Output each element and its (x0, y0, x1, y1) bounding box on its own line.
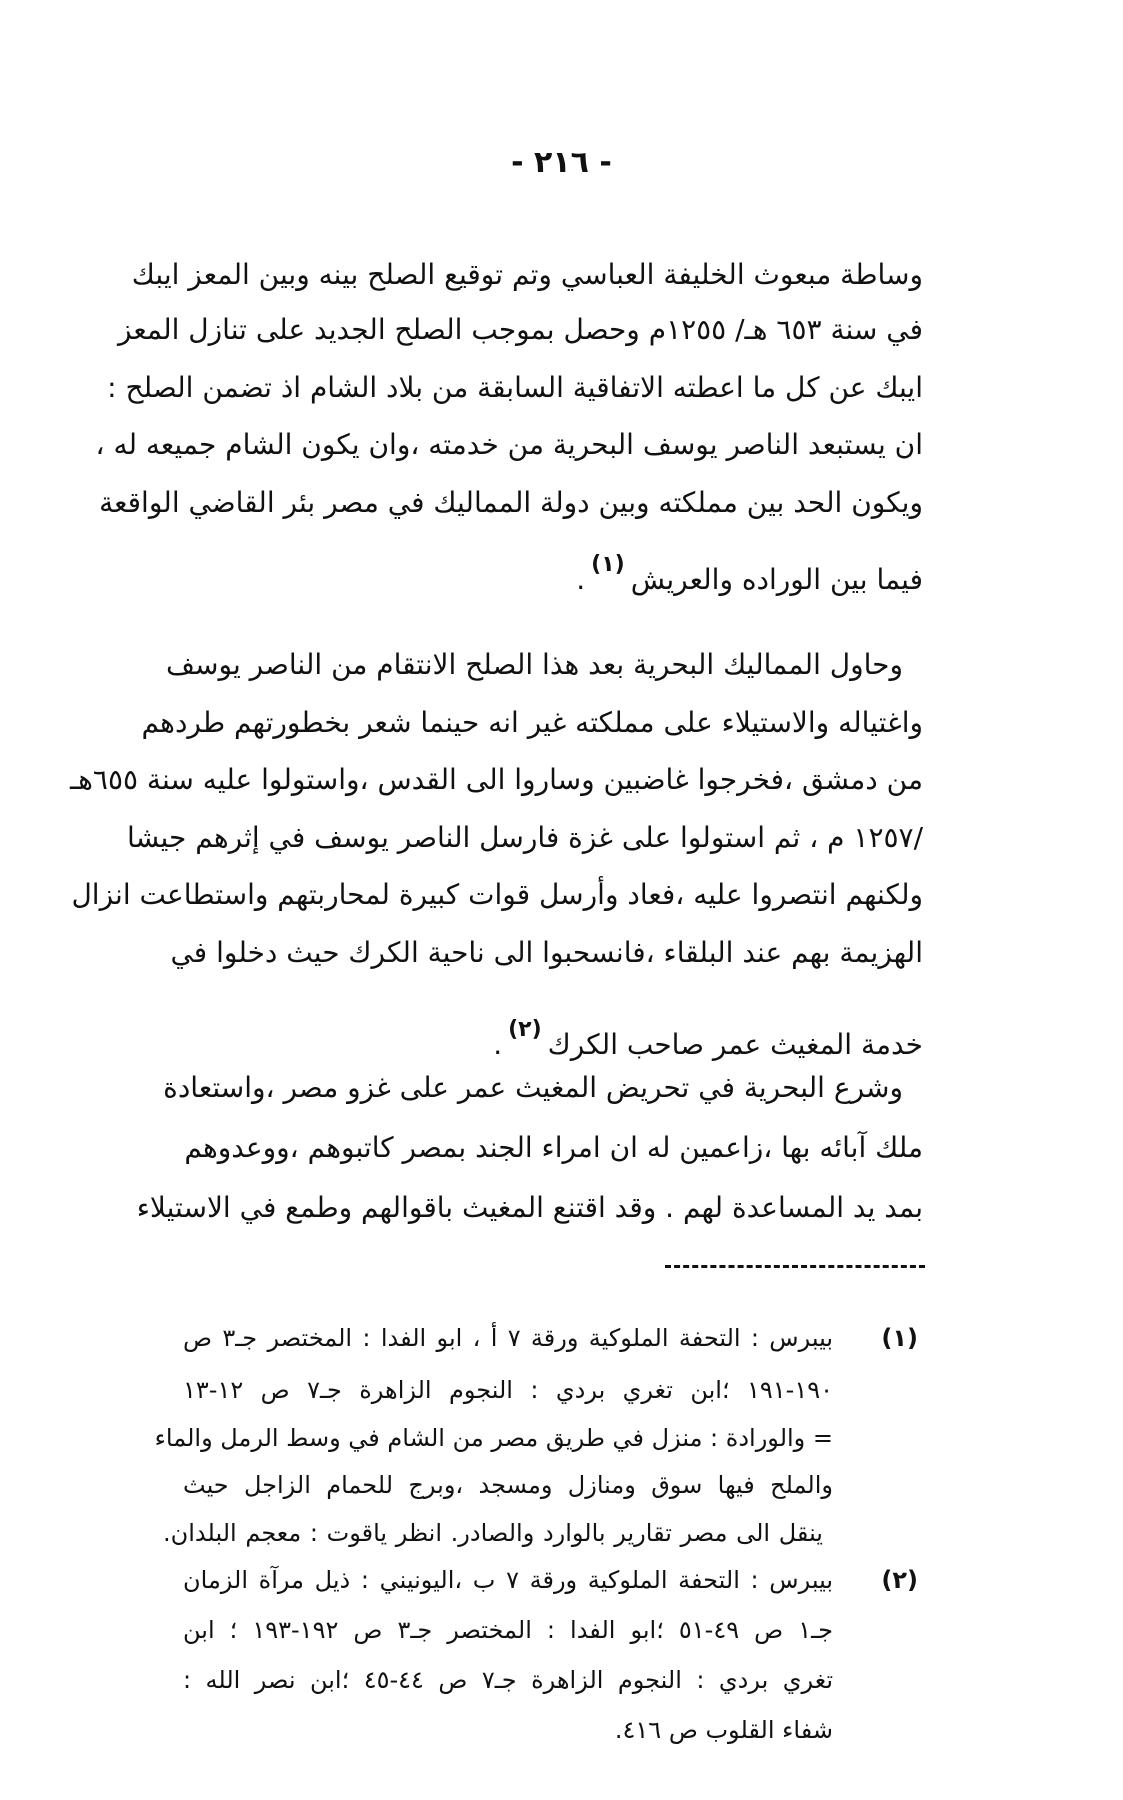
footnote-line: ١٩٠-١٩١ ؛ابن تغري بردي : النجوم الزاهرة جـ٧ ص ١٢-١٣ (183, 1376, 833, 1404)
footnote-mark: (٢) (881, 1566, 918, 1594)
footnote-line: = والورادة : منزل في طريق مصر من الشام في وسط الرمل والماء (154, 1424, 833, 1452)
footnote-line: شفاء القلوب ص ٤١٦. (614, 1716, 833, 1744)
body-line: ولكنهم انتصروا عليه ،فعاد وأرسل قوات كبيرة لمحاربتهم واستطاعت انزال (71, 878, 923, 911)
body-line: الهزيمة بهم عند البلقاء ،فانسحبوا الى ناحية الكرك حيث دخلوا في (170, 936, 923, 969)
body-line: ويكون الحد بين مملكته وبين دولة المماليك في مصر بئر القاضي الواقعة (99, 486, 923, 519)
footnote-reference: (٢) (508, 1017, 542, 1042)
body-line: ان يستبعد الناصر يوسف البحرية من خدمته ،وان يكون الشام جميعه له ، (95, 428, 923, 461)
body-line: من دمشق ،فخرجوا غاضبين وساروا الى القدس ،واستولوا عليه سنة ٦٥٥هـ (69, 763, 923, 796)
body-line-last (493, 1010, 923, 1065)
body-line: /١٢٥٧ م ، ثم استولوا على غزة فارسل الناصر يوسف في إثرهم جيشا (127, 821, 923, 854)
footnote-line: بيبرس : التحفة الملوكية ورقة ٧ أ ، ابو الفدا : المختصر جـ٣ ص (183, 1324, 834, 1352)
footnote-line: جـ١ ص ٤٩-٥١ ؛ابو الفدا : المختصر جـ٣ ص ١٩٢-١٩٣ ؛ ابن (183, 1616, 833, 1644)
body-line: وحاول المماليك البحرية بعد هذا الصلح الانتقام من الناصر يوسف (166, 648, 903, 681)
body-line: بمد يد المساعدة لهم . وقد اقتنع المغيث باقوالهم وطمع في الاستيلاء (136, 1191, 923, 1224)
body-line: ايبك عن كل ما اعطته الاتفاقية السابقة من بلاد الشام اذ تضمن الصلح : (107, 371, 923, 404)
body-line: ملك آبائه بها ،زاعمين له ان امراء الجند بمصر كاتبوهم ،ووعدوهم (184, 1131, 923, 1164)
body-line: واغتياله والاستيلاء على مملكته غير انه حينما شعر بخطورتهم طردهم (141, 706, 923, 739)
footnote-divider (665, 1265, 925, 1268)
footnote-mark: (١) (881, 1324, 918, 1352)
footnote-line: تغري بردي : النجوم الزاهرة جـ٧ ص ٤٤-٤٥ ؛ابن نصر الله : (183, 1666, 833, 1694)
page-number: - ٢١٦ - (511, 145, 612, 180)
footnote-line: ينقل الى مصر تقارير بالوارد والصادر. انظر ياقوت : معجم البلدان. (163, 1519, 823, 1547)
body-line: في سنة ٦٥٣ هـ/ ١٢٥٥م وحصل بموجب الصلح الجديد على تنازل المعز (117, 313, 923, 346)
body-text: فيما بين الوراده والعريش (630, 563, 923, 596)
footnote-line: بيبرس : التحفة الملوكية ورقة ٧ ب ،اليونيني : ذيل مرآة الزمان (183, 1566, 833, 1594)
body-text: خدمة المغيث عمر صاحب الكرك (547, 1028, 923, 1061)
footnote-line: والملح فيها سوق ومنازل ومسجد ،وبرج للحمام الزاجل حيث (183, 1471, 833, 1499)
period: . (576, 563, 586, 596)
period: . (493, 1028, 503, 1061)
body-line: وساطة مبعوث الخليفة العباسي وتم توقيع الصلح بينه وبين المعز ايبك (131, 258, 923, 291)
body-line: وشرع البحرية في تحريض المغيث عمر على غزو مصر ،واستعادة (163, 1071, 903, 1104)
footnote-reference: (١) (591, 552, 625, 577)
body-line-last (576, 545, 923, 600)
